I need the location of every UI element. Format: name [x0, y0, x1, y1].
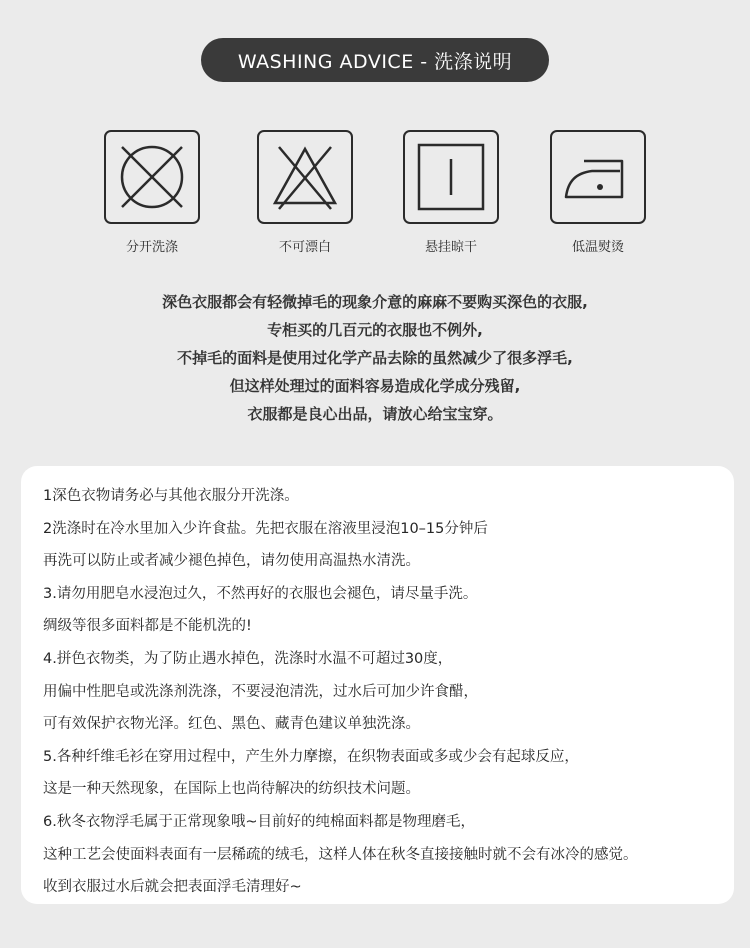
hang-dry-icon [403, 130, 499, 224]
note-line: 2洗涤时在冷水里加入少许食盐。先把衣服在溶液里浸泡10–15分钟后 [43, 520, 488, 537]
intro-line: 深色衣服都会有轻微掉毛的现象介意的麻麻不要购买深色的衣服, [162, 293, 588, 311]
note-line: 这是一种天然现象，在国际上也尚待解决的纺织技术问题。 [43, 781, 420, 798]
note-line: 6.秋冬衣物浮毛属于正常现象哦~目前好的纯棉面料都是物理磨毛， [43, 813, 475, 830]
care-icon-item [381, 130, 521, 255]
care-icon-label: 低温熨烫 [571, 240, 624, 255]
intro-line: 衣服都是良心出品，请放心给宝宝穿。 [247, 405, 503, 423]
note-line: 5.各种纤维毛衫在穿用过程中，产生外力摩擦，在织物表面或多或少会有起球反应， [43, 748, 579, 765]
care-icons-row [0, 130, 750, 270]
care-icon-item [235, 130, 375, 255]
washing-notes-card [21, 466, 734, 904]
note-line: 1深色衣物请务必与其他衣服分开洗涤。 [43, 488, 299, 504]
do-not-wash-separately-icon [104, 130, 200, 224]
page-title: WASHING ADVICE - 洗涤说明 [201, 38, 549, 82]
do-not-bleach-icon [257, 130, 353, 224]
note-line: 绸级等很多面料都是不能机洗的! [43, 618, 252, 635]
care-icon-label: 不可漂白 [278, 240, 331, 255]
note-line: 这种工艺会使面料表面有一层稀疏的绒毛，这样人体在秋冬直接接触时就不会有冰冷的感觉。 [43, 846, 638, 863]
note-line: 收到衣服过水后就会把表面浮毛清理好~ [43, 879, 302, 896]
intro-line: 但这样处理过的面料容易造成化学成分残留, [229, 377, 521, 395]
care-icon-label: 悬挂晾干 [424, 240, 477, 255]
care-icon-item [82, 130, 222, 255]
care-icon-item [528, 130, 668, 255]
notes-list [43, 480, 733, 904]
note-line: 用偏中性肥皂或洗涤剂洗涤，不要浸泡清洗，过水后可加少许食醋， [43, 683, 478, 700]
intro-line: 不掉毛的面料是使用过化学产品去除的虽然减少了很多浮毛, [177, 349, 573, 367]
note-line: 再洗可以防止或者减少褪色掉色，请勿使用高温热水清洗。 [43, 553, 420, 570]
care-icon-label: 分开洗涤 [125, 240, 178, 255]
low-temperature-iron-icon [550, 130, 646, 224]
intro-paragraph [60, 288, 690, 428]
note-line: 可有效保护衣物光泽。红色、黑色、藏青色建议单独洗涤。 [43, 716, 420, 733]
intro-line: 专柜买的几百元的衣服也不例外, [267, 321, 483, 339]
note-line: 4.拼色衣物类，为了防止遇水掉色，洗涤时水温不可超过30度， [43, 650, 453, 667]
note-line: 3.请勿用肥皂水浸泡过久，不然再好的衣服也会褪色，请尽量手洗。 [43, 585, 478, 602]
